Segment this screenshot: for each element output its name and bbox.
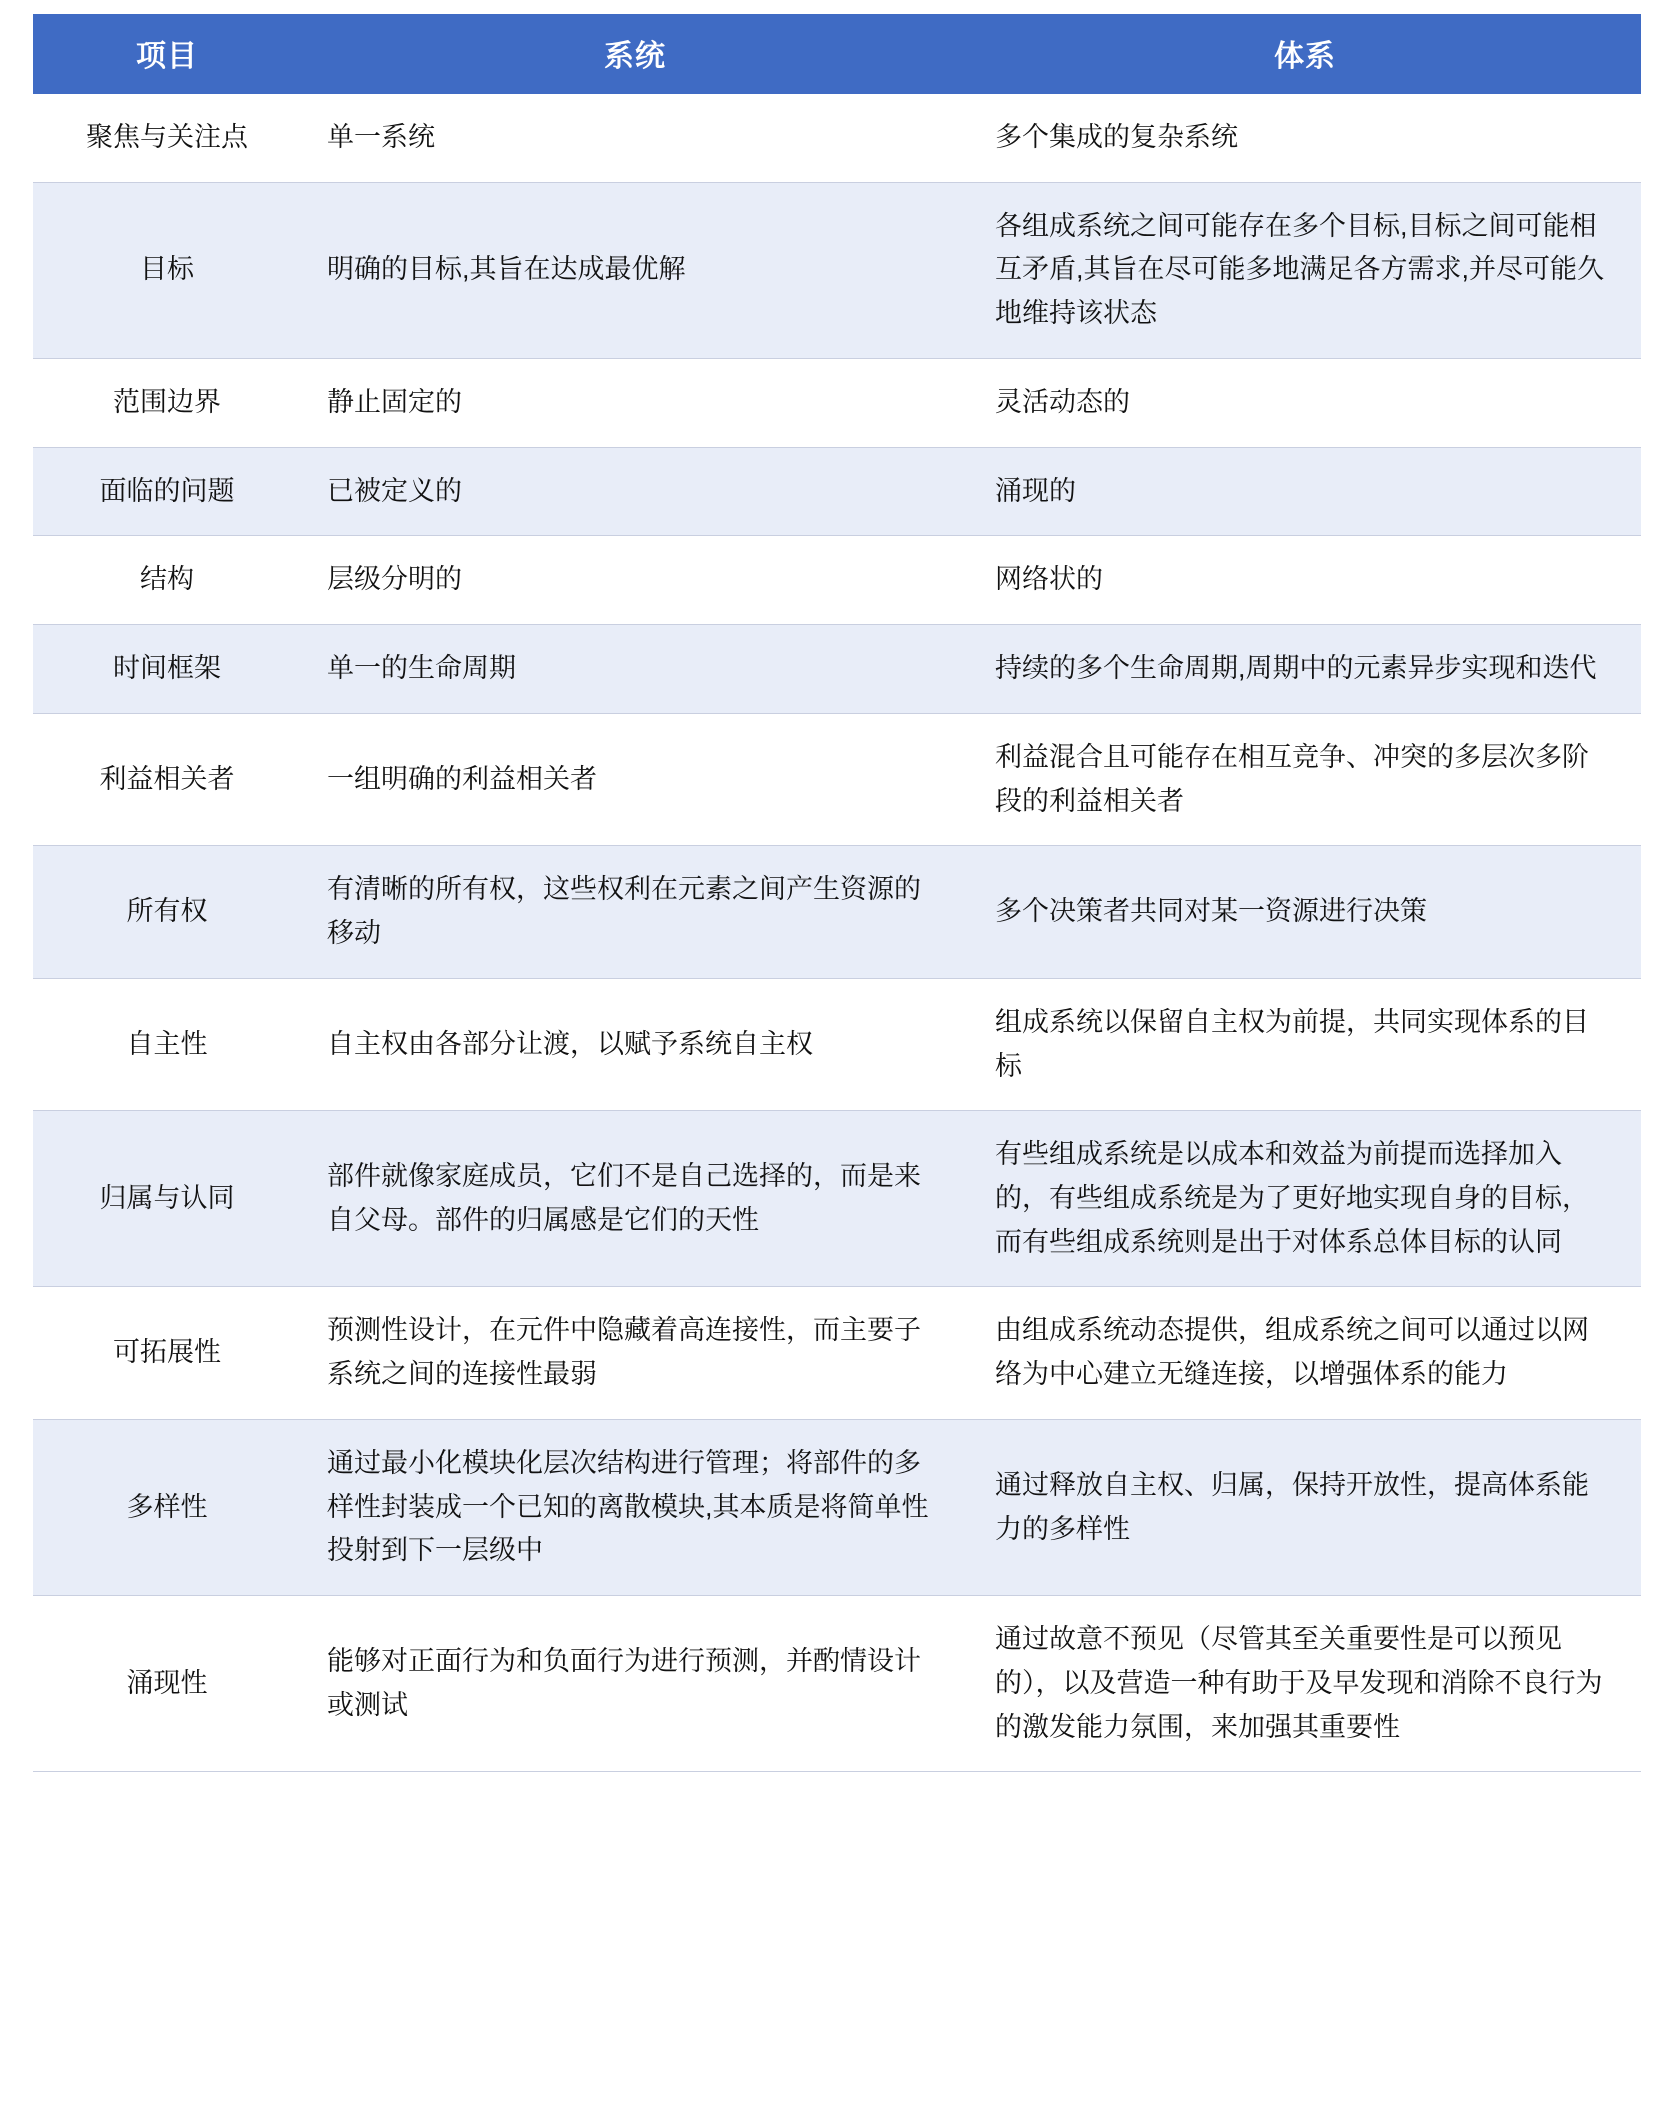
row-sos-text: 持续的多个生命周期,周期中的元素异步实现和迭代 xyxy=(969,625,1641,714)
row-system-text: 一组明确的利益相关者 xyxy=(301,713,969,845)
row-sos-text: 由组成系统动态提供，组成系统之间可以通过以网络为中心建立无缝连接，以增强体系的能力 xyxy=(969,1287,1641,1419)
row-sos-text: 多个集成的复杂系统 xyxy=(969,94,1641,182)
row-item-label: 自主性 xyxy=(33,978,301,1110)
table-row xyxy=(33,846,1641,978)
row-system-text: 有清晰的所有权，这些权利在元素之间产生资源的移动 xyxy=(301,846,969,978)
row-sos-text: 各组成系统之间可能存在多个目标,目标之间可能相互矛盾,其旨在尽可能多地满足各方需求,并尽可能久地维持该状态 xyxy=(969,182,1641,358)
row-system-text: 部件就像家庭成员，它们不是自己选择的，而是来自父母。部件的归属感是它们的天性 xyxy=(301,1111,969,1287)
column-header-system: 系统 xyxy=(301,14,969,94)
row-system-text: 层级分明的 xyxy=(301,536,969,625)
row-item-label: 聚焦与关注点 xyxy=(33,94,301,182)
row-item-label: 归属与认同 xyxy=(33,1111,301,1287)
row-system-text: 已被定义的 xyxy=(301,447,969,536)
table-row xyxy=(33,1287,1641,1419)
column-header-item: 项目 xyxy=(33,14,301,94)
row-sos-text: 灵活动态的 xyxy=(969,358,1641,447)
table-row xyxy=(33,94,1641,182)
row-sos-text: 多个决策者共同对某一资源进行决策 xyxy=(969,846,1641,978)
row-sos-text: 网络状的 xyxy=(969,536,1641,625)
row-system-text: 预测性设计，在元件中隐藏着高连接性，而主要子系统之间的连接性最弱 xyxy=(301,1287,969,1419)
comparison-table xyxy=(33,14,1641,1772)
row-sos-text: 通过故意不预见（尽管其至关重要性是可以预见的），以及营造一种有助于及早发现和消除不良行为的激发能力氛围，来加强其重要性 xyxy=(969,1596,1641,1772)
table-row xyxy=(33,713,1641,845)
column-header-system-of-systems: 体系 xyxy=(969,14,1641,94)
table-header-row xyxy=(33,14,1641,94)
row-system-text: 自主权由各部分让渡，以赋予系统自主权 xyxy=(301,978,969,1110)
row-item-label: 可拓展性 xyxy=(33,1287,301,1419)
row-sos-text: 利益混合且可能存在相互竞争、冲突的多层次多阶段的利益相关者 xyxy=(969,713,1641,845)
row-sos-text: 涌现的 xyxy=(969,447,1641,536)
table-row xyxy=(33,1419,1641,1595)
table-row xyxy=(33,536,1641,625)
row-item-label: 目标 xyxy=(33,182,301,358)
table-body xyxy=(33,94,1641,1772)
row-sos-text: 通过释放自主权、归属，保持开放性，提高体系能力的多样性 xyxy=(969,1419,1641,1595)
row-item-label: 面临的问题 xyxy=(33,447,301,536)
table-row xyxy=(33,182,1641,358)
row-item-label: 涌现性 xyxy=(33,1596,301,1772)
row-system-text: 明确的目标,其旨在达成最优解 xyxy=(301,182,969,358)
row-sos-text: 有些组成系统是以成本和效益为前提而选择加入的，有些组成系统是为了更好地实现自身的目标，而有些组成系统则是出于对体系总体目标的认同 xyxy=(969,1111,1641,1287)
row-item-label: 结构 xyxy=(33,536,301,625)
row-system-text: 单一的生命周期 xyxy=(301,625,969,714)
row-sos-text: 组成系统以保留自主权为前提，共同实现体系的目标 xyxy=(969,978,1641,1110)
table-row xyxy=(33,1596,1641,1772)
table-row xyxy=(33,358,1641,447)
row-item-label: 所有权 xyxy=(33,846,301,978)
table-row xyxy=(33,625,1641,714)
row-system-text: 通过最小化模块化层次结构进行管理；将部件的多样性封装成一个已知的离散模块,其本质是将简单性投射到下一层级中 xyxy=(301,1419,969,1595)
table-row xyxy=(33,447,1641,536)
table-row xyxy=(33,978,1641,1110)
table-row xyxy=(33,1111,1641,1287)
row-system-text: 能够对正面行为和负面行为进行预测，并酌情设计或测试 xyxy=(301,1596,969,1772)
table-header xyxy=(33,14,1641,94)
row-item-label: 范围边界 xyxy=(33,358,301,447)
row-item-label: 利益相关者 xyxy=(33,713,301,845)
row-system-text: 静止固定的 xyxy=(301,358,969,447)
row-system-text: 单一系统 xyxy=(301,94,969,182)
row-item-label: 多样性 xyxy=(33,1419,301,1595)
row-item-label: 时间框架 xyxy=(33,625,301,714)
